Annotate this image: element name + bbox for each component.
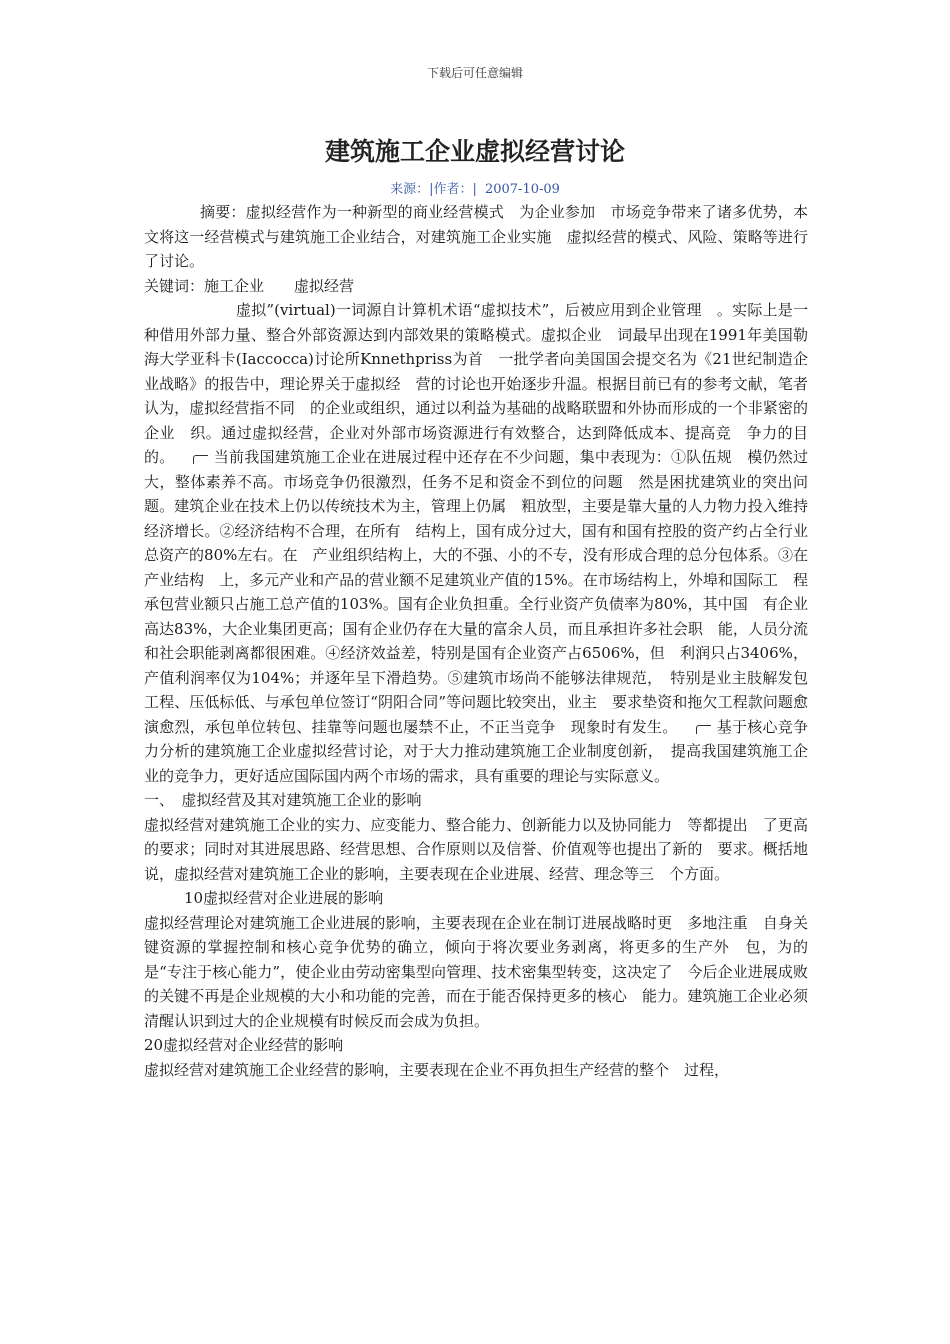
paragraph-text: 虚拟”(virtual)一词源自计算机术语“虚拟技术”，后被应用到企业管理 。实际上是一种借用外部力量、整合外部资源达到内部效果的策略模式。虚拟企业 词最早出现在1991年美国勒海大学亚科卡(Iaccocca)讨论所Knnethpriss为首 一批学者向美国国会提交名为《21世纪制造企业战略》的报告中，理论界关于虚拟经 营的讨论也开始逐步升温。根据目前已有的参考文献，笔者认为，虚拟经营指不同 的企业或组织，通过以利益为基础的战略联盟和外协而形成的一个非紧密的企业 织。通过虚拟经营，企业对外部市场资源进行有效整合，达到降低成本、提高竞 争力的目的。 — [144, 301, 808, 466]
article-meta — [0, 178, 950, 197]
bracket-mark-icon — [193, 455, 208, 464]
meta-source: 来源：|作者：| — [390, 182, 477, 197]
subsection-heading: 10虚拟经营对企业进展的影响 — [184, 889, 384, 907]
section-heading: 一、 虚拟经营及其对建筑施工企业的影响 — [144, 791, 422, 809]
body-paragraph — [144, 298, 808, 788]
body-paragraph: 虚拟经营对建筑施工企业的实力、应变能力、整合能力、创新能力以及协同能力 等都提出 了更高的要求；同时对其进展思路、经营思想、合作原则以及信誉、价值观等也提出了新的 要求。概括地说，虚拟经营对建筑施工企业的影响，主要表现在企业进展、经营、理念等三 个方面。 — [144, 815, 808, 883]
subsection-heading: 20虚拟经营对企业经营的影响 — [144, 1036, 344, 1054]
paragraph-text: 当前我国建筑施工企业在进展过程中还存在不少问题，集中表现为：①队伍规 模仍然过大，整体素养不高。市场竞争仍很激烈，任务不足和资金不到位的问题 然是困扰建筑业的突出问题。建筑企业在技术上仍以传统技术为主，管理上仍属 粗放型，主要是靠大量的人力物力投入维持经济增长。②经济结构不合理，在所有 结构上，国有成分过大，国有和国有控股的资产约占全行业总资产的80%左右。在 产业组织结构上，大的不强、小的不专，没有形成合理的总分包体系。③在产业结构 上，多元产业和产品的营业额不足建筑业产值的15%。在市场结构上，外埠和国际工 程承包营业额只占施工总产值的103%。国有企业负担重。全行业资产负债率为80%，其中国 有企业高达83%，大企业集团更高；国有企业仍存在大量的富余人员，而且承担许多社会职 能，人员分流和社会职能剥离都很困难。④经济效益差，特别是国有企业资产占6506%，但 利润只占3406%，产值利润率仅为104%；并逐年呈下滑趋势。⑤建筑市场尚不能够法律规范， 特别是业主肢解发包工程、压低标低、与承包单位签订“阴阳合同”等问题比较突出，业主 要求垫资和拖欠工程款问题愈演愈烈，承包单位转包、挂靠等问题也屡禁不止，不正当竞争 现象时有发生。 — [144, 448, 808, 736]
page-title: 建筑施工企业虚拟经营讨论 — [324, 137, 625, 166]
abstract-paragraph: 摘要：虚拟经营作为一种新型的商业经营模式 为企业参加 市场竞争带来了诸多优势，本文将这一经营模式与建筑施工企业结合，对建筑施工企业实施 虚拟经营的模式、风险、策略等进行了讨论。 — [144, 203, 808, 270]
header-note: 下载后可任意编辑 — [426, 66, 523, 80]
article-body — [144, 200, 808, 1082]
keywords-line: 关键词：施工企业 虚拟经营 — [144, 276, 355, 295]
meta-date: 2007-10-09 — [484, 182, 560, 197]
bracket-mark-icon — [696, 725, 711, 734]
body-paragraph: 虚拟经营理论对建筑施工企业进展的影响，主要表现在企业在制订进展战略时更 多地注重 自身关键资源的掌握控制和核心竞争优势的确立，倾向于将次要业务剥离，将更多的生产外 包，为的是“专注于核心能力”，使企业由劳动密集型向管理、技术密集型转变，这决定了 今后企业进展成败的关键不再是企业规模的大小和功能的完善，而在于能否保持更多的核心 能力。建筑施工企业必须清醒认识到过大的企业规模有时候反而会成为负担。 — [144, 913, 808, 1030]
body-paragraph: 虚拟经营对建筑施工企业经营的影响，主要表现在企业不再负担生产经营的整个 过程， — [144, 1060, 730, 1079]
paragraph-text: 基于核心竞争力分析的建筑施工企业虚拟经营讨论，对于大力推动建筑施工企业制度创新， 提高我国建筑施工企业的竞争力，更好适应国际国内两个市场的需求，具有重要的理论与实际意义。 — [144, 717, 808, 785]
